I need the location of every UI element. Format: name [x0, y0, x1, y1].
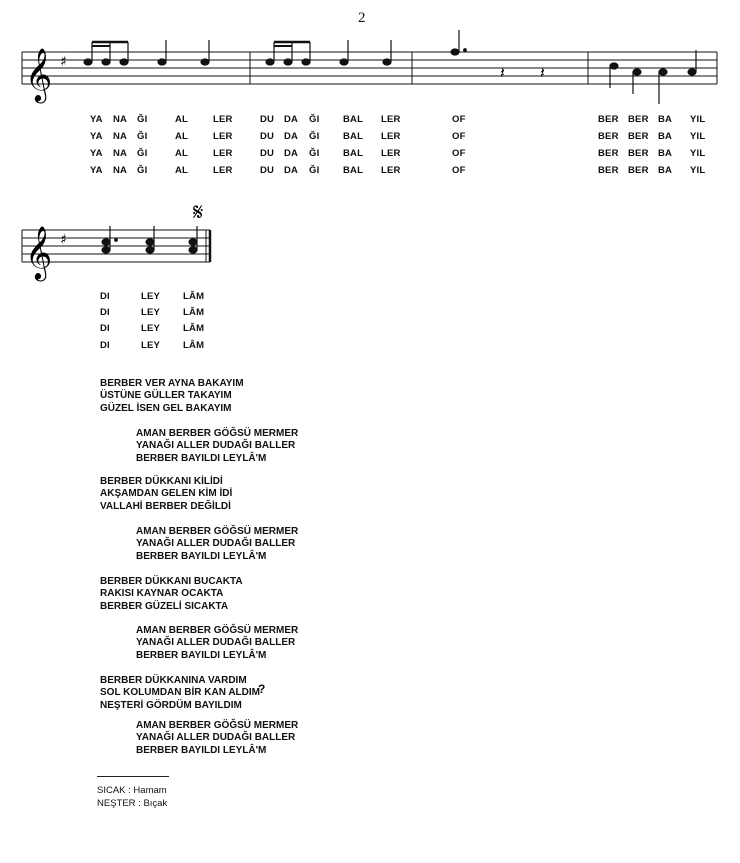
stanza-line: YANAĞI ALLER DUDAĞI BALLER	[136, 538, 296, 550]
lyric-syllable: LER	[381, 114, 401, 125]
lyric-syllable: DA	[284, 114, 299, 125]
lyric-syllable: ĞI	[309, 165, 320, 176]
lyric-syllable: BAL	[343, 165, 364, 176]
lyric-syllable: LEY	[141, 307, 161, 318]
quarter-rest-icon: 𝄽	[540, 63, 545, 82]
stanza-line: BERBER BAYILDI LEYLÂ'M	[136, 744, 267, 756]
lyric-syllable: LER	[381, 165, 401, 176]
stanza-line: AMAN BERBER GÖĞSÜ MERMER	[136, 720, 299, 731]
lyric-syllable: NA	[113, 131, 128, 142]
stanza-line: BERBER DÜKKANINA VARDIM	[100, 675, 247, 686]
stanza-line: BERBER VER AYNA BAKAYIM	[100, 378, 244, 389]
lyric-syllable: DU	[260, 131, 275, 142]
refrain-stanza	[136, 625, 298, 662]
lyric-syllable: BER	[628, 114, 649, 125]
lyric-syllable: YA	[90, 131, 103, 142]
music-staff-line-2	[0, 0, 740, 290]
lyric-syllable: BER	[598, 148, 619, 159]
lyric-syllable: BER	[598, 165, 619, 176]
stanza-line: YANAĞI ALLER DUDAĞI BALLER	[136, 440, 296, 452]
lyric-syllable: DA	[284, 148, 299, 159]
lyric-syllable: ĞI	[137, 165, 148, 176]
lyric-syllable: OF	[452, 165, 466, 176]
lyric-syllable: ĞI	[309, 148, 320, 159]
verse-stanza	[100, 476, 232, 513]
lyric-syllable: BAL	[343, 148, 364, 159]
refrain-stanza	[136, 526, 298, 563]
lyric-syllable: DI	[100, 340, 110, 351]
segno-icon: 𝄋	[193, 198, 204, 226]
lyric-syllable: ĞI	[309, 114, 320, 125]
lyric-syllable: OF	[452, 131, 466, 142]
lyric-syllable: LER	[213, 165, 233, 176]
stanza-line: AMAN BERBER GÖĞSÜ MERMER	[136, 428, 299, 439]
lyric-syllable: ĞI	[137, 131, 148, 142]
stanza-line: BERBER GÜZELİ SICAKTA	[100, 600, 229, 612]
lyric-syllable: AL	[175, 148, 189, 159]
verse-stanza	[100, 675, 260, 712]
lyric-syllable: DI	[100, 291, 110, 302]
stanza-line: YANAĞI ALLER DUDAĞI BALLER	[136, 732, 296, 744]
lyric-syllable: BA	[658, 165, 673, 176]
lyric-syllable: DU	[260, 148, 275, 159]
lyric-syllable: YA	[90, 148, 103, 159]
stanza-line: AKŞAMDAN GELEN KİM İDİ	[100, 488, 233, 500]
lyric-syllable: OF	[452, 114, 466, 125]
lyric-syllable: BER	[628, 165, 649, 176]
lyric-syllable: LER	[213, 131, 233, 142]
lyric-syllable: DA	[284, 165, 299, 176]
lyric-syllable: BA	[658, 148, 673, 159]
lyric-row	[0, 340, 300, 354]
lyric-syllable: BA	[658, 114, 673, 125]
footnote-rule	[97, 776, 169, 777]
stanza-line: VALLAHİ BERBER DEĞİLDİ	[100, 500, 231, 512]
lyric-syllable: BER	[598, 131, 619, 142]
stanza-line: AMAN BERBER GÖĞSÜ MERMER	[136, 625, 299, 636]
lyric-syllable: NA	[113, 165, 128, 176]
refrain-stanza	[136, 428, 298, 465]
sharp-icon: ♯	[60, 232, 67, 248]
treble-clef-icon: 𝄞	[25, 47, 53, 101]
stanza-line: BERBER DÜKKANI BUCAKTA	[100, 576, 243, 587]
lyric-syllable: DU	[260, 114, 275, 125]
stanza-line: BERBER BAYILDI LEYLÂ'M	[136, 649, 267, 661]
lyric-syllable: OF	[452, 148, 466, 159]
lyric-syllable: YIL	[690, 165, 706, 176]
lyric-syllable: YIL	[690, 148, 706, 159]
stanza-line: NEŞTERİ GÖRDÜM BAYILDIM	[100, 699, 242, 711]
lyric-syllable: YA	[90, 114, 103, 125]
stanza-line: ÜSTÜNE GÜLLER TAKAYIM	[100, 390, 232, 402]
lyric-syllable: LER	[381, 148, 401, 159]
quarter-rest-icon: 𝄽	[500, 63, 505, 82]
lyric-syllable: AL	[175, 131, 189, 142]
lyric-row	[0, 291, 300, 305]
lyric-syllable: LÂM	[183, 307, 205, 318]
stanza-line: GÜZEL İSEN GEL BAKAYIM	[100, 402, 232, 414]
lyric-syllable: DI	[100, 307, 110, 318]
page-number: 2	[358, 10, 366, 26]
lyric-syllable: BAL	[343, 114, 364, 125]
stanza-line: BERBER BAYILDI LEYLÂ'M	[136, 452, 267, 464]
lyric-syllable: ĞI	[137, 148, 148, 159]
treble-clef-icon: 𝄞	[25, 225, 53, 279]
lyric-syllable: BER	[628, 148, 649, 159]
lyric-syllable: NA	[113, 114, 128, 125]
footnotes	[97, 784, 167, 810]
stanza-line: BERBER BAYILDI LEYLÂ'M	[136, 550, 267, 562]
lyric-syllable: LER	[213, 148, 233, 159]
footnote: NEŞTER : Bıçak	[97, 798, 168, 809]
lyric-syllable: BER	[628, 131, 649, 142]
lyric-syllable: LÂM	[183, 323, 205, 334]
lyric-syllable: AL	[175, 165, 189, 176]
lyric-syllable: YIL	[690, 114, 706, 125]
footnote: SICAK : Hamam	[97, 785, 167, 796]
lyric-syllable: ĞI	[137, 114, 148, 125]
lyric-syllable: NA	[113, 148, 128, 159]
stanza-line: BERBER DÜKKANI KİLİDİ	[100, 476, 223, 487]
lyric-syllable: YA	[90, 165, 103, 176]
stanza-line: AMAN BERBER GÖĞSÜ MERMER	[136, 526, 299, 537]
stanza-line: SOL KOLUMDAN BİR KAN ALDIM	[100, 687, 260, 699]
stanza-line: YANAĞI ALLER DUDAĞI BALLER	[136, 637, 296, 649]
question-mark: ?	[258, 682, 266, 696]
lyric-syllable: LEY	[141, 323, 161, 334]
lyric-syllable: BAL	[343, 131, 364, 142]
lyric-syllable: AL	[175, 114, 189, 125]
lyric-syllable: LÂM	[183, 291, 205, 302]
stanza-line: RAKISI KAYNAR OCAKTA	[100, 588, 224, 600]
lyric-syllable: ĞI	[309, 131, 320, 142]
lyric-syllable: LEY	[141, 291, 161, 302]
lyric-syllable: DA	[284, 131, 299, 142]
lyric-syllable: LER	[381, 131, 401, 142]
lyric-row	[0, 307, 300, 321]
lyric-syllable: DU	[260, 165, 275, 176]
verse-stanza	[100, 378, 244, 415]
sharp-icon: ♯	[60, 54, 67, 70]
lyric-syllable: BER	[598, 114, 619, 125]
lyric-syllable: DI	[100, 323, 110, 334]
lyric-syllable: BA	[658, 131, 673, 142]
lyric-syllable: LEY	[141, 340, 161, 351]
lyric-syllable: YIL	[690, 131, 706, 142]
lyric-syllable: LER	[213, 114, 233, 125]
refrain-stanza	[136, 720, 298, 757]
lyric-syllable: LÂM	[183, 340, 205, 351]
verse-stanza	[100, 576, 243, 613]
lyric-row	[0, 323, 300, 337]
